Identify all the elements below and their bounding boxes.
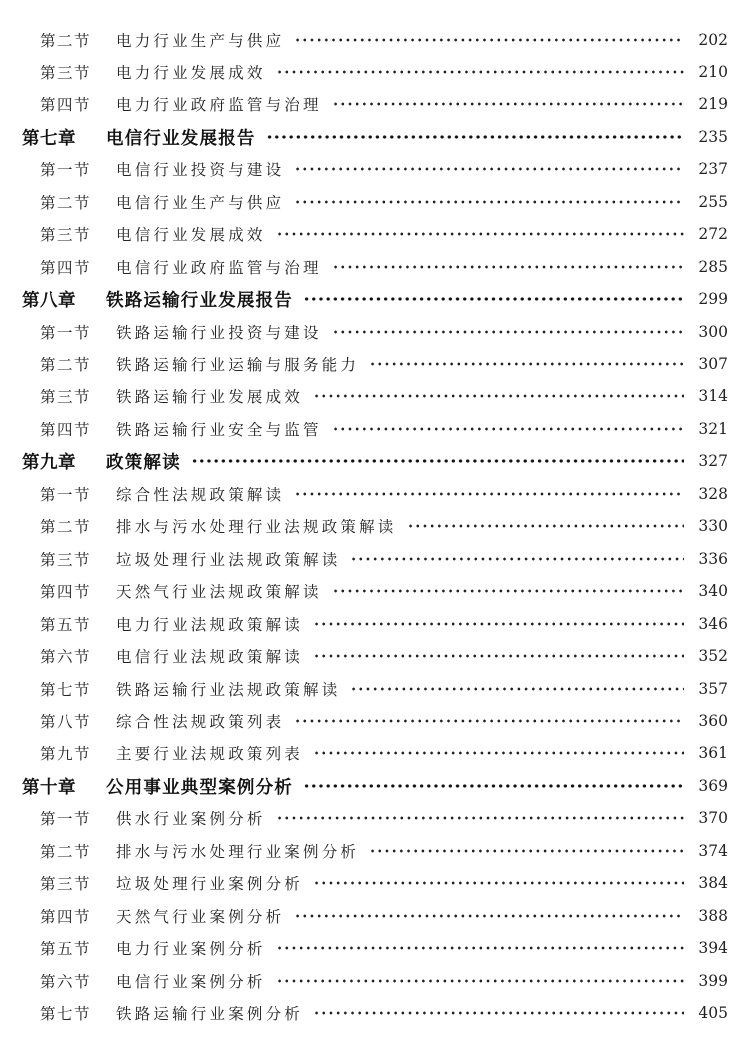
section-title: 电力行业政府监管与治理 [116, 96, 322, 114]
page-number: 336 [698, 550, 728, 568]
section-title: 电信行业生产与供应 [116, 194, 285, 212]
section-number: 第二节 [40, 518, 92, 536]
dot-leader [350, 555, 684, 563]
dot-leader [313, 620, 684, 628]
section-title: 铁路运输行业发展成效 [116, 388, 304, 406]
chapter-title: 政策解读 [106, 452, 181, 473]
toc-section-entry[interactable] [0, 737, 750, 769]
toc-section-entry[interactable] [0, 478, 750, 510]
dot-leader [303, 295, 684, 303]
section-title: 电信行业法规政策解读 [116, 648, 304, 666]
page-number: 352 [698, 647, 728, 665]
toc-section-entry[interactable] [0, 640, 750, 672]
section-number: 第六节 [40, 973, 92, 991]
section-title: 综合性法规政策列表 [116, 713, 285, 731]
page-number: 374 [698, 842, 728, 860]
page-number: 237 [698, 160, 728, 178]
dot-leader [407, 522, 684, 530]
section-number: 第五节 [40, 616, 92, 634]
section-title: 电力行业法规政策解读 [116, 616, 304, 634]
page-number: 321 [698, 420, 728, 438]
toc-chapter-entry[interactable] [0, 770, 750, 802]
dot-leader [332, 587, 684, 595]
page-number: 394 [698, 939, 728, 957]
section-title: 电信行业案例分析 [116, 973, 266, 991]
section-number: 第四节 [40, 421, 92, 439]
section-number: 第四节 [40, 259, 92, 277]
section-number: 第二节 [40, 194, 92, 212]
dot-leader [369, 360, 684, 368]
page-number: 272 [698, 225, 728, 243]
section-title: 天然气行业法规政策解读 [116, 583, 322, 601]
dot-leader [332, 425, 684, 433]
section-number: 第六节 [40, 648, 92, 666]
section-title: 电力行业案例分析 [116, 940, 266, 958]
dot-leader [332, 100, 684, 108]
dot-leader [294, 912, 684, 920]
chapter-number: 第八章 [22, 290, 76, 311]
section-number: 第七节 [40, 681, 92, 699]
section-number: 第八节 [40, 713, 92, 731]
section-number: 第一节 [40, 161, 92, 179]
toc-section-entry[interactable] [0, 867, 750, 899]
dot-leader [191, 457, 684, 465]
section-title: 垃圾处理行业法规政策解读 [116, 551, 341, 569]
page-number: 388 [698, 907, 728, 925]
toc-section-entry[interactable] [0, 575, 750, 607]
dot-leader [276, 977, 684, 985]
dot-leader [294, 490, 684, 498]
section-title: 天然气行业案例分析 [116, 908, 285, 926]
page-number: 202 [698, 31, 728, 49]
section-number: 第二节 [40, 843, 92, 861]
toc-section-entry[interactable] [0, 218, 750, 250]
page-number: 360 [698, 712, 728, 730]
dot-leader [276, 944, 684, 952]
dot-leader [313, 749, 684, 757]
dot-leader [313, 879, 684, 887]
section-number: 第四节 [40, 96, 92, 114]
dot-leader [294, 36, 684, 44]
toc-section-entry[interactable] [0, 186, 750, 218]
toc-section-entry[interactable] [0, 251, 750, 283]
page-number: 235 [698, 128, 728, 146]
dot-leader [369, 847, 684, 855]
page-number: 307 [698, 355, 728, 373]
toc-section-entry[interactable] [0, 835, 750, 867]
toc-section-entry[interactable] [0, 608, 750, 640]
toc-section-entry[interactable] [0, 802, 750, 834]
toc-section-entry[interactable] [0, 56, 750, 88]
page-number: 327 [698, 452, 728, 470]
dot-leader [313, 1009, 684, 1017]
section-number: 第一节 [40, 486, 92, 504]
chapter-number: 第七章 [22, 128, 76, 149]
toc-section-entry[interactable] [0, 673, 750, 705]
dot-leader [332, 328, 684, 336]
page-number: 314 [698, 387, 728, 405]
dot-leader [294, 717, 684, 725]
toc-section-entry[interactable] [0, 965, 750, 997]
toc-section-entry[interactable] [0, 316, 750, 348]
dot-leader [276, 68, 684, 76]
section-title: 铁路运输行业法规政策解读 [116, 681, 341, 699]
toc-section-entry[interactable] [0, 900, 750, 932]
toc-section-entry[interactable] [0, 932, 750, 964]
chapter-title: 电信行业发展报告 [106, 128, 256, 149]
page-number: 357 [698, 680, 728, 698]
section-title: 铁路运输行业安全与监管 [116, 421, 322, 439]
section-number: 第三节 [40, 226, 92, 244]
dot-leader [276, 814, 684, 822]
toc-section-entry[interactable] [0, 510, 750, 542]
chapter-number: 第十章 [22, 777, 76, 798]
toc-section-entry[interactable] [0, 413, 750, 445]
section-number: 第三节 [40, 64, 92, 82]
page-number: 340 [698, 582, 728, 600]
section-number: 第一节 [40, 324, 92, 342]
dot-leader [266, 133, 684, 141]
section-number: 第三节 [40, 551, 92, 569]
toc-section-entry[interactable] [0, 153, 750, 185]
section-title: 电信行业政府监管与治理 [116, 259, 322, 277]
dot-leader [350, 685, 684, 693]
page-number: 210 [698, 63, 728, 81]
section-title: 主要行业法规政策列表 [116, 745, 304, 763]
section-number: 第四节 [40, 908, 92, 926]
toc-section-entry[interactable] [0, 997, 750, 1029]
page-number: 384 [698, 874, 728, 892]
dot-leader [332, 263, 684, 271]
dot-leader [294, 198, 684, 206]
section-number: 第九节 [40, 745, 92, 763]
dot-leader [313, 652, 684, 660]
section-number: 第一节 [40, 810, 92, 828]
dot-leader [276, 230, 684, 238]
section-number: 第二节 [40, 32, 92, 50]
page-number: 300 [698, 323, 728, 341]
page-number: 219 [698, 95, 728, 113]
toc-section-entry[interactable] [0, 88, 750, 120]
section-title: 铁路运输行业运输与服务能力 [116, 356, 360, 374]
toc-section-entry[interactable] [0, 705, 750, 737]
dot-leader [313, 392, 684, 400]
section-number: 第三节 [40, 875, 92, 893]
section-title: 排水与污水处理行业法规政策解读 [116, 518, 397, 536]
section-title: 垃圾处理行业案例分析 [116, 875, 304, 893]
page-number: 328 [698, 485, 728, 503]
section-title: 供水行业案例分析 [116, 810, 266, 828]
page-number: 255 [698, 193, 728, 211]
toc-section-entry[interactable] [0, 24, 750, 56]
page-number: 369 [698, 777, 728, 795]
chapter-number: 第九章 [22, 452, 76, 473]
page-number: 399 [698, 972, 728, 990]
section-number: 第五节 [40, 940, 92, 958]
section-title: 综合性法规政策解读 [116, 486, 285, 504]
section-title: 电信行业发展成效 [116, 226, 266, 244]
section-number: 第三节 [40, 388, 92, 406]
section-number: 第四节 [40, 583, 92, 601]
toc-chapter-entry[interactable] [0, 445, 750, 477]
page-number: 285 [698, 258, 728, 276]
section-title: 电力行业生产与供应 [116, 32, 285, 50]
section-title: 铁路运输行业投资与建设 [116, 324, 322, 342]
chapter-title: 铁路运输行业发展报告 [106, 290, 293, 311]
page-number: 299 [698, 290, 728, 308]
chapter-title: 公用事业典型案例分析 [106, 777, 293, 798]
toc-section-entry[interactable] [0, 543, 750, 575]
section-number: 第七节 [40, 1005, 92, 1023]
section-title: 排水与污水处理行业案例分析 [116, 843, 360, 861]
toc-section-entry[interactable] [0, 380, 750, 412]
page-number: 330 [698, 517, 728, 535]
toc-chapter-entry[interactable] [0, 283, 750, 315]
section-number: 第二节 [40, 356, 92, 374]
dot-leader [303, 782, 684, 790]
page-number: 370 [698, 809, 728, 827]
dot-leader [294, 165, 684, 173]
section-title: 铁路运输行业案例分析 [116, 1005, 304, 1023]
page-number: 346 [698, 615, 728, 633]
toc-chapter-entry[interactable] [0, 121, 750, 153]
section-title: 电信行业投资与建设 [116, 161, 285, 179]
page-number: 361 [698, 744, 728, 762]
page-number: 405 [698, 1004, 728, 1022]
section-title: 电力行业发展成效 [116, 64, 266, 82]
toc-section-entry[interactable] [0, 348, 750, 380]
